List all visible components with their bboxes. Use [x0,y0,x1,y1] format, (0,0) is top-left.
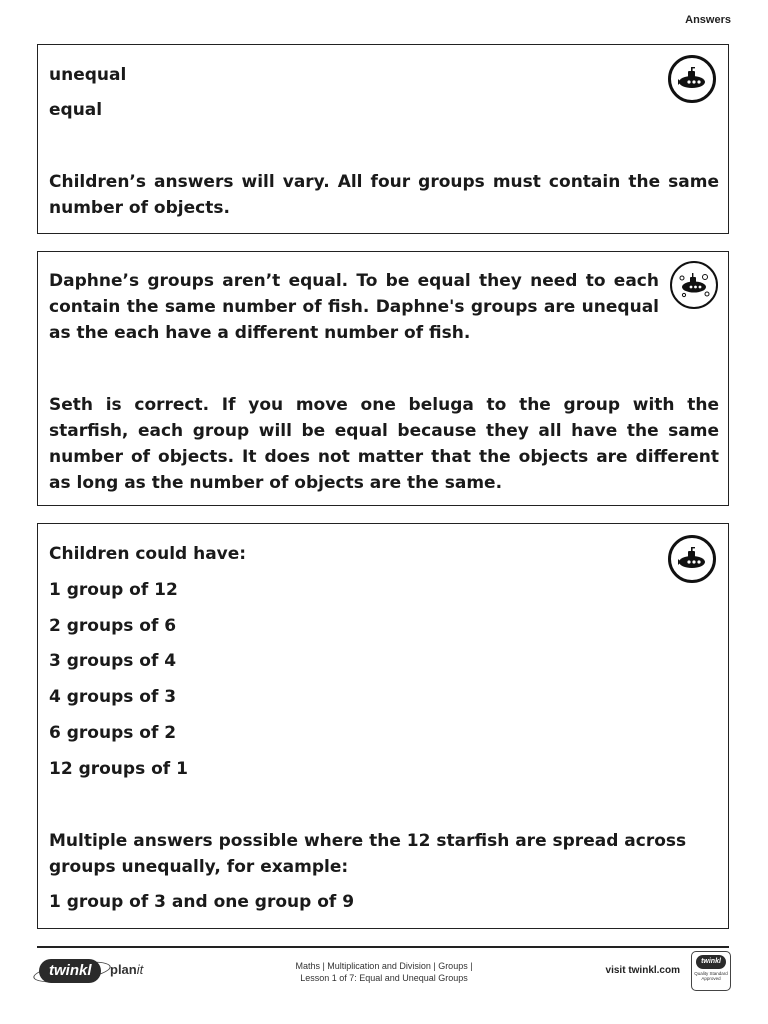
visit-link[interactable]: visit twinkl.com [605,965,680,976]
answer-line: 3 groups of 4 [49,651,177,671]
footer-line-1: Maths | Multiplication and Division | Groups | [295,961,473,971]
answer-line: equal [49,100,103,120]
answer-paragraph: Seth is correct. If you move one beluga to the group with the starfish, each group will be equal because they all have the same number of objects. It does not matter that the objects are different as long as the number of objects are the same. [49,395,719,493]
badge-brand: twinkl [696,955,726,969]
planit-logo [110,962,143,977]
answer-paragraph: Multiple answers possible where the 12 starfish are spread across groups unequally, for example: [49,831,687,877]
answer-line: 1 group of 12 [49,580,178,600]
answer-line: 12 groups of 1 [49,759,188,779]
planit-bold: plan [110,962,137,977]
answer-card-2 [37,251,729,506]
page-header-label: Answers [685,14,731,26]
answer-line: 6 groups of 2 [49,723,177,743]
answer-card-3 [37,523,729,929]
answer-paragraph: Daphne’s groups aren’t equal. To be equal they need to each contain the same number of fish. Daphne's groups are unequal as the each have a different number of fish. [49,271,659,343]
answer-paragraph: Children’s answers will vary. All four groups must contain the same number of objects. [49,172,719,218]
submarine-icon [668,535,716,583]
answer-line: unequal [49,65,127,85]
footer-divider [37,946,729,948]
answer-intro: Children could have: [49,544,247,564]
logo-text: twinkl [49,962,92,979]
badge-line-1: Quality Standard [694,971,728,976]
planit-italic: it [136,962,144,977]
badge-line-2: Approved [701,976,721,981]
answer-card-1 [37,44,729,234]
footer-line-2: Lesson 1 of 7: Equal and Unequal Groups [300,973,468,983]
quality-standard-badge [691,951,731,991]
answer-line: 2 groups of 6 [49,616,177,636]
badge-text [692,971,730,981]
footer-lesson-info [230,960,538,984]
answer-line: 4 groups of 3 [49,687,177,707]
submarine-bubbles-icon [670,261,718,309]
submarine-icon [668,55,716,103]
answer-line: 1 group of 3 and one group of 9 [49,892,355,912]
